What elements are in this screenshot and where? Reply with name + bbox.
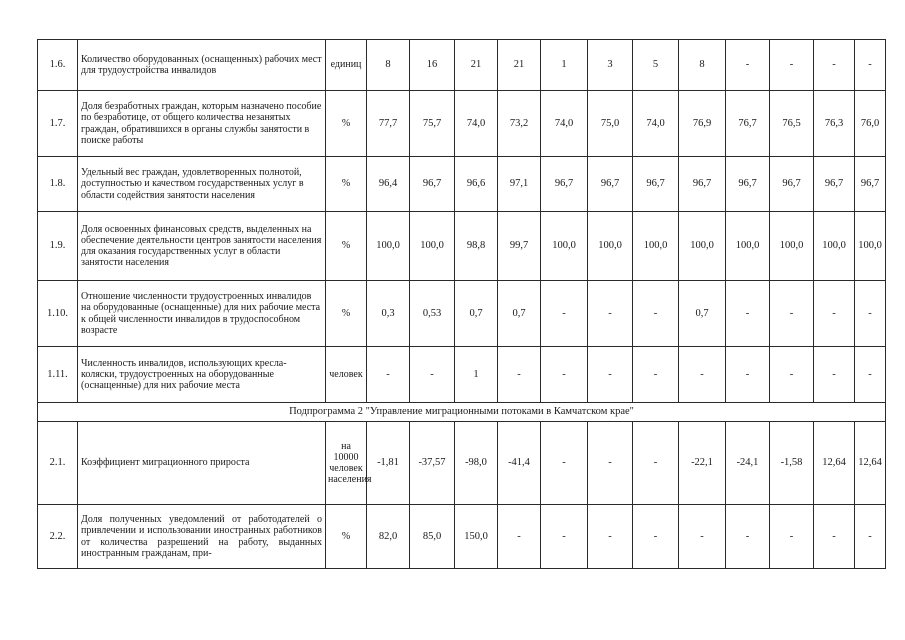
value-cell: - [855, 281, 886, 347]
value-cell: 96,4 [367, 157, 410, 212]
value-cell: 96,7 [726, 157, 770, 212]
indicator-name: Численность инвалидов, использующих кресла-коляски, трудоустроенных на оборудованные (оснащенные) для них рабочие места [78, 347, 326, 403]
value-cell: 100,0 [726, 212, 770, 281]
value-cell: - [633, 422, 679, 505]
value-cell: - [588, 422, 633, 505]
value-cell: 77,7 [367, 91, 410, 157]
value-cell: 21 [455, 40, 498, 91]
table-row [38, 40, 886, 91]
value-cell: 100,0 [814, 212, 855, 281]
table-row [38, 212, 886, 281]
value-cell: 98,8 [455, 212, 498, 281]
value-cell: - [814, 505, 855, 569]
value-cell: 0,7 [455, 281, 498, 347]
table-row [38, 347, 886, 403]
value-cell: 76,9 [679, 91, 726, 157]
value-cell: 99,7 [498, 212, 541, 281]
value-cell: 96,7 [855, 157, 886, 212]
value-cell: 3 [588, 40, 633, 91]
value-cell: 96,7 [633, 157, 679, 212]
value-cell: -1,58 [770, 422, 814, 505]
value-cell: 0,3 [367, 281, 410, 347]
value-cell: - [541, 281, 588, 347]
row-number: 2.1. [38, 422, 78, 505]
unit-cell: % [326, 157, 367, 212]
value-cell: 82,0 [367, 505, 410, 569]
value-cell: 100,0 [541, 212, 588, 281]
row-number: 1.10. [38, 281, 78, 347]
value-cell: - [770, 40, 814, 91]
indicator-name: Коэффициент миграционного прироста [78, 422, 326, 505]
value-cell: - [633, 505, 679, 569]
unit-cell: на 10000 человек населения [326, 422, 367, 505]
value-cell: 85,0 [410, 505, 455, 569]
row-number: 2.2. [38, 505, 78, 569]
value-cell: - [770, 281, 814, 347]
value-cell: -37,57 [410, 422, 455, 505]
value-cell: - [679, 505, 726, 569]
value-cell: - [814, 281, 855, 347]
unit-cell: % [326, 281, 367, 347]
value-cell: - [770, 505, 814, 569]
value-cell: 21 [498, 40, 541, 91]
value-cell: - [726, 505, 770, 569]
value-cell: 8 [679, 40, 726, 91]
value-cell: - [855, 347, 886, 403]
value-cell: - [498, 347, 541, 403]
value-cell: - [726, 347, 770, 403]
value-cell: 76,5 [770, 91, 814, 157]
table-row [38, 281, 886, 347]
row-number: 1.9. [38, 212, 78, 281]
value-cell: -24,1 [726, 422, 770, 505]
value-cell: 96,7 [814, 157, 855, 212]
value-cell: - [541, 505, 588, 569]
value-cell: 96,7 [410, 157, 455, 212]
value-cell: - [855, 40, 886, 91]
value-cell: -22,1 [679, 422, 726, 505]
value-cell: - [814, 347, 855, 403]
value-cell: 150,0 [455, 505, 498, 569]
value-cell: 73,2 [498, 91, 541, 157]
table-row [38, 422, 886, 505]
value-cell: 0,53 [410, 281, 455, 347]
value-cell: - [588, 347, 633, 403]
value-cell: 96,7 [770, 157, 814, 212]
value-cell: - [633, 347, 679, 403]
value-cell: - [726, 281, 770, 347]
value-cell: 74,0 [633, 91, 679, 157]
value-cell: 100,0 [679, 212, 726, 281]
value-cell: 74,0 [541, 91, 588, 157]
value-cell: - [367, 347, 410, 403]
value-cell: - [541, 347, 588, 403]
value-cell: 76,3 [814, 91, 855, 157]
indicator-name: Доля освоенных финансовых средств, выделенных на обеспечение деятельности центров занятости населения для оказания государственных услуг в области занятости населения [78, 212, 326, 281]
unit-cell: % [326, 212, 367, 281]
indicator-name: Доля безработных граждан, которым назначено пособие по безработице, от общего количества незанятых граждан, обратившихся в органы службы занятости в поиске работы [78, 91, 326, 157]
value-cell: 75,0 [588, 91, 633, 157]
table-row [38, 91, 886, 157]
value-cell: 12,64 [855, 422, 886, 505]
value-cell: -41,4 [498, 422, 541, 505]
table-row [38, 157, 886, 212]
indicators-table-container [37, 39, 886, 569]
value-cell: 100,0 [633, 212, 679, 281]
value-cell: 96,7 [588, 157, 633, 212]
value-cell: -1,81 [367, 422, 410, 505]
value-cell: 100,0 [367, 212, 410, 281]
indicators-table [37, 39, 886, 569]
value-cell: 96,7 [679, 157, 726, 212]
indicator-name: Доля полученных уведомлений от работодателей о привлечении и использовании иностранных работников от количества разрешений на работу, выданных иностранным гражданам, при- [78, 505, 326, 569]
value-cell: - [814, 40, 855, 91]
indicator-name: Отношение численности трудоустроенных инвалидов на оборудованные (оснащенные) для них рабочие места к общей численности инвалидов в трудоспособном возрасте [78, 281, 326, 347]
value-cell: - [679, 347, 726, 403]
value-cell: 0,7 [679, 281, 726, 347]
value-cell: 16 [410, 40, 455, 91]
value-cell: 100,0 [855, 212, 886, 281]
row-number: 1.11. [38, 347, 78, 403]
section-row [38, 403, 886, 422]
table-body [38, 40, 886, 569]
value-cell: 8 [367, 40, 410, 91]
value-cell: - [588, 505, 633, 569]
value-cell: - [726, 40, 770, 91]
unit-cell: % [326, 505, 367, 569]
value-cell: - [770, 347, 814, 403]
value-cell: - [410, 347, 455, 403]
value-cell: 76,7 [726, 91, 770, 157]
value-cell: 1 [455, 347, 498, 403]
value-cell: 97,1 [498, 157, 541, 212]
value-cell: 100,0 [588, 212, 633, 281]
table-row [38, 505, 886, 569]
value-cell: 0,7 [498, 281, 541, 347]
value-cell: - [498, 505, 541, 569]
value-cell: -98,0 [455, 422, 498, 505]
unit-cell: % [326, 91, 367, 157]
value-cell: 100,0 [410, 212, 455, 281]
value-cell: 75,7 [410, 91, 455, 157]
unit-cell: человек [326, 347, 367, 403]
section-title: Подпрограмма 2 "Управление миграционными потоками в Камчатском крае" [38, 403, 886, 422]
unit-cell: единиц [326, 40, 367, 91]
value-cell: 96,6 [455, 157, 498, 212]
value-cell: 96,7 [541, 157, 588, 212]
value-cell: 12,64 [814, 422, 855, 505]
indicator-name: Количество оборудованных (оснащенных) рабочих мест для трудоустройства инвалидов [78, 40, 326, 91]
value-cell: - [633, 281, 679, 347]
value-cell: - [855, 505, 886, 569]
indicator-name: Удельный вес граждан, удовлетворенных полнотой, доступностью и качеством государственных услуг в области содействия занятости населения [78, 157, 326, 212]
value-cell: - [588, 281, 633, 347]
row-number: 1.8. [38, 157, 78, 212]
value-cell: 1 [541, 40, 588, 91]
value-cell: 74,0 [455, 91, 498, 157]
row-number: 1.7. [38, 91, 78, 157]
value-cell: 5 [633, 40, 679, 91]
value-cell: 76,0 [855, 91, 886, 157]
row-number: 1.6. [38, 40, 78, 91]
value-cell: - [541, 422, 588, 505]
value-cell: 100,0 [770, 212, 814, 281]
